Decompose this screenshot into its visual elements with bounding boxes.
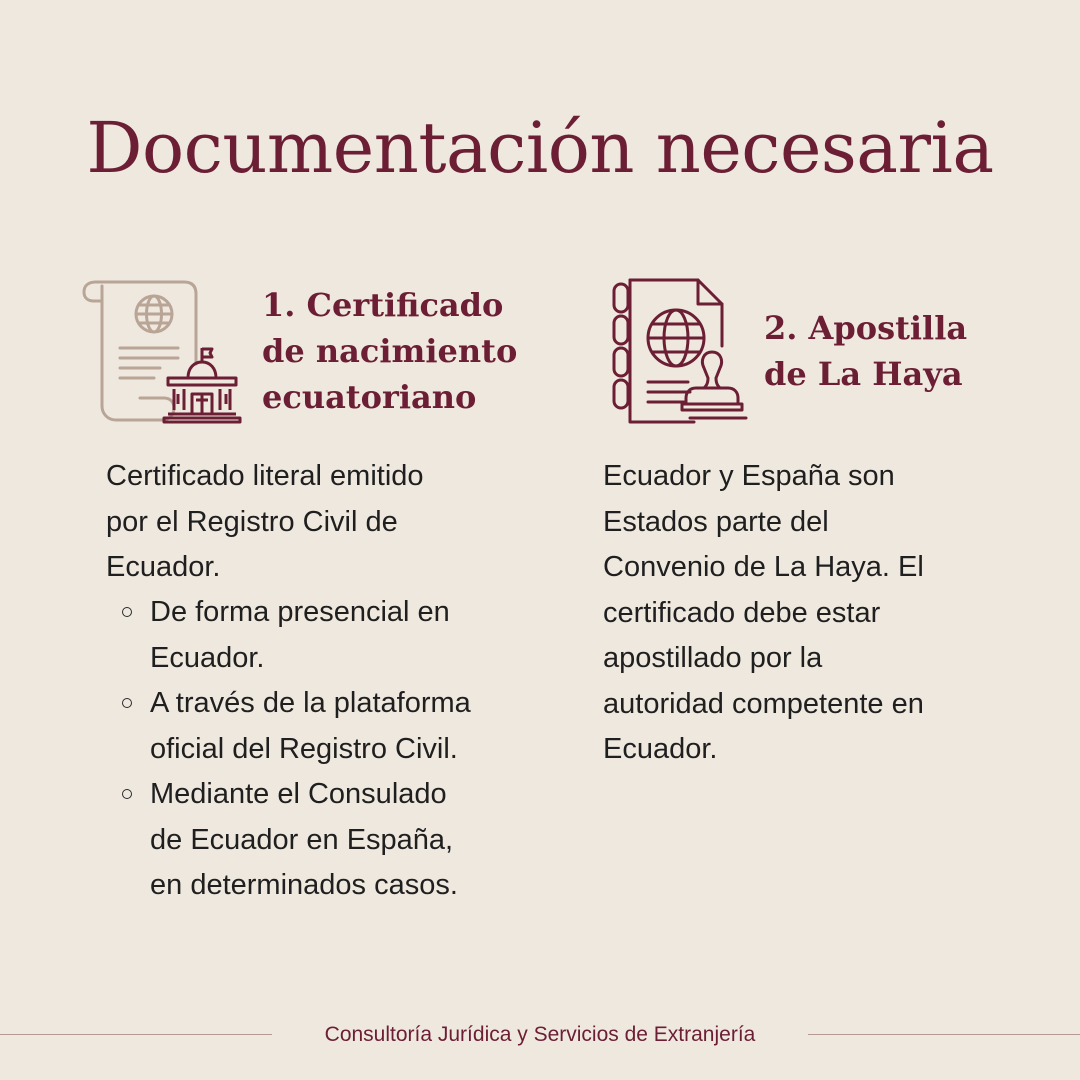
bullet-line: oficial del Registro Civil. bbox=[150, 732, 458, 765]
body-line: apostillado por la bbox=[603, 642, 823, 674]
body-line: Convenio de La Haya. El bbox=[603, 551, 924, 583]
body-line: Certificado literal emitido bbox=[106, 460, 424, 492]
body-line: por el Registro Civil de bbox=[106, 505, 398, 538]
list-item bbox=[120, 772, 471, 909]
footer-text: Consultoría Jurídica y Servicios de Extranjería bbox=[324, 1023, 756, 1046]
section-2-body bbox=[603, 454, 924, 773]
passport-stamp-icon bbox=[608, 276, 754, 426]
body-line: Estados parte del bbox=[603, 505, 829, 538]
section-2-heading bbox=[764, 305, 967, 397]
bullet-line: de Ecuador en España, bbox=[150, 823, 454, 856]
bullet-line: en determinados casos. bbox=[150, 869, 458, 901]
bullet-line: A través de la plataforma bbox=[150, 687, 471, 719]
section-2-heading-line: de La Haya bbox=[764, 355, 963, 393]
section-1-heading-line: ecuatoriano bbox=[262, 378, 477, 416]
bullet-line: De forma presencial en bbox=[150, 596, 450, 628]
body-line: Ecuador. bbox=[106, 551, 221, 583]
body-line: certificado debe estar bbox=[603, 596, 881, 629]
document-scroll-globe-building-icon bbox=[80, 276, 244, 426]
section-1-heading-line: de nacimiento bbox=[262, 332, 518, 370]
circle-bullet-icon bbox=[122, 607, 132, 617]
body-line: Ecuador y España son bbox=[603, 460, 895, 492]
section-1-heading bbox=[262, 282, 517, 420]
section-2-heading-line: 2. Apostilla bbox=[764, 309, 968, 347]
list-item bbox=[120, 590, 471, 681]
section-1-body bbox=[106, 454, 424, 591]
section-1-heading-line: 1. Certificado bbox=[262, 286, 504, 324]
circle-bullet-icon bbox=[122, 789, 132, 799]
page-title: Documentación necesaria bbox=[86, 107, 994, 189]
section-1-bullet-list bbox=[120, 590, 471, 909]
body-line: autoridad competente en bbox=[603, 687, 924, 720]
circle-bullet-icon bbox=[122, 698, 132, 708]
body-line: Ecuador. bbox=[603, 733, 718, 765]
bullet-line: Mediante el Consulado bbox=[150, 778, 447, 810]
bullet-line: Ecuador. bbox=[150, 641, 265, 674]
list-item bbox=[120, 681, 471, 772]
